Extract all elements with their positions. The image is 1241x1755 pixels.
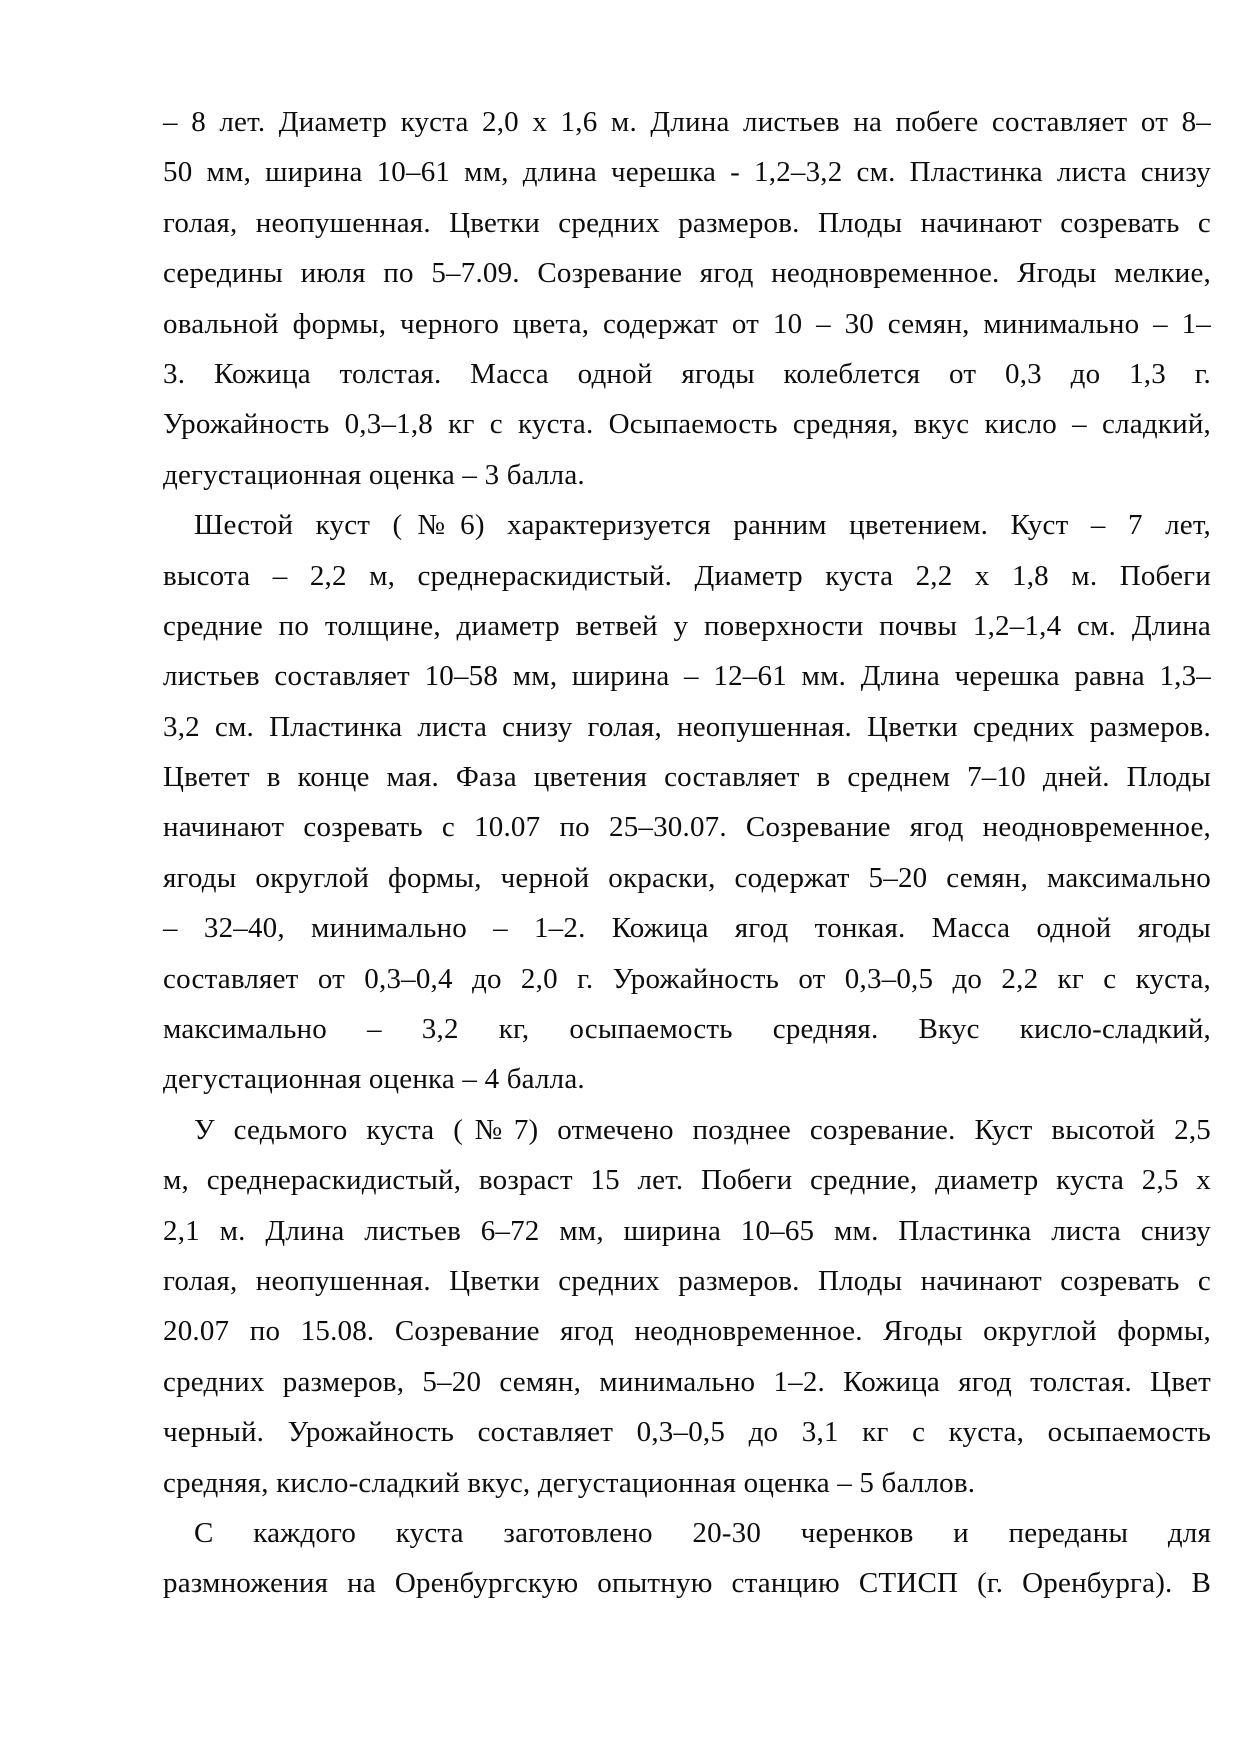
text-line: средних размеров, 5–20 семян, минимально 1–2. Кожица ягод толстая. Цвет bbox=[163, 1365, 1211, 1398]
text-line: листьев составляет 10–58 мм, ширина – 12–61 мм. Длина черешка равна 1,3– bbox=[163, 660, 1211, 693]
text-line: 3. Кожица толстая. Масса одной ягоды колеблется от 0,3 до 1,3 г. bbox=[163, 357, 1211, 390]
text-line: – 32–40, минимально – 1–2. Кожица ягод тонкая. Масса одной ягоды bbox=[163, 912, 1211, 945]
text-line: 50 мм, ширина 10–61 мм, длина черешка - 1,2–3,2 см. Пластинка листа снизу bbox=[163, 156, 1211, 189]
text-line: У седьмого куста (№7) отмечено позднее созревание. Куст высотой 2,5 bbox=[194, 1113, 1211, 1146]
text-line: 3,2 см. Пластинка листа снизу голая, неопушенная. Цветки средних размеров. bbox=[163, 710, 1211, 743]
text-line: максимально – 3,2 кг, осыпаемость средняя. Вкус кисло-сладкий, bbox=[163, 1013, 1211, 1046]
paragraph bbox=[163, 500, 1211, 1105]
text-line: ягоды округлой формы, черной окраски, содержат 5–20 семян, максимально bbox=[163, 861, 1211, 894]
text-line: размножения на Оренбургскую опытную станцию СТИСП (г. Оренбурга). В bbox=[163, 1567, 1211, 1600]
text-line: составляет от 0,3–0,4 до 2,0 г. Урожайность от 0,3–0,5 до 2,2 кг с куста, bbox=[163, 962, 1211, 995]
text-line: высота – 2,2 м, среднераскидистый. Диаметр куста 2,2 х 1,8 м. Побеги bbox=[163, 559, 1211, 592]
text-line: С каждого куста заготовлено 20-30 черенков и переданы для bbox=[194, 1516, 1211, 1549]
text-line: дегустационная оценка – 4 балла. bbox=[163, 1063, 585, 1096]
text-line: начинают созревать с 10.07 по 25–30.07. Созревание ягод неодновременное, bbox=[163, 811, 1211, 844]
text-line: дегустационная оценка – 3 балла. bbox=[163, 458, 585, 491]
text-line: 2,1 м. Длина листьев 6–72 мм, ширина 10–65 мм. Пластинка листа снизу bbox=[163, 1214, 1211, 1247]
paragraph bbox=[163, 97, 1211, 500]
text-line: Цветет в конце мая. Фаза цветения составляет в среднем 7–10 дней. Плоды bbox=[163, 761, 1211, 794]
text-line: Урожайность 0,3–1,8 кг с куста. Осыпаемость средняя, вкус кисло – сладкий, bbox=[163, 408, 1211, 441]
text-line: середины июля по 5–7.09. Созревание ягод неодновременное. Ягоды мелкие, bbox=[163, 257, 1211, 290]
text-line: Шестой куст (№6) характеризуется ранним цветением. Куст – 7 лет, bbox=[194, 509, 1211, 542]
text-line: черный. Урожайность составляет 0,3–0,5 до 3,1 кг с куста, осыпаемость bbox=[163, 1416, 1211, 1449]
paragraph bbox=[163, 1105, 1211, 1508]
text-block bbox=[163, 97, 1211, 1609]
text-line: 20.07 по 15.08. Созревание ягод неодновременное. Ягоды округлой формы, bbox=[163, 1315, 1211, 1348]
text-line: м, среднераскидистый, возраст 15 лет. Побеги средние, диаметр куста 2,5 х bbox=[163, 1164, 1211, 1197]
text-line: голая, неопушенная. Цветки средних размеров. Плоды начинают созревать с bbox=[163, 206, 1211, 239]
text-line: средние по толщине, диаметр ветвей у поверхности почвы 1,2–1,4 см. Длина bbox=[163, 609, 1211, 642]
text-line: – 8 лет. Диаметр куста 2,0 х 1,6 м. Длина листьев на побеге составляет от 8– bbox=[163, 106, 1211, 138]
text-line: голая, неопушенная. Цветки средних размеров. Плоды начинают созревать с bbox=[163, 1264, 1211, 1297]
text-line: средняя, кисло-сладкий вкус, дегустационная оценка – 5 баллов. bbox=[163, 1466, 976, 1499]
paragraph bbox=[163, 1508, 1211, 1609]
text-line: овальной формы, черного цвета, содержат от 10 – 30 семян, минимально – 1– bbox=[163, 307, 1211, 340]
